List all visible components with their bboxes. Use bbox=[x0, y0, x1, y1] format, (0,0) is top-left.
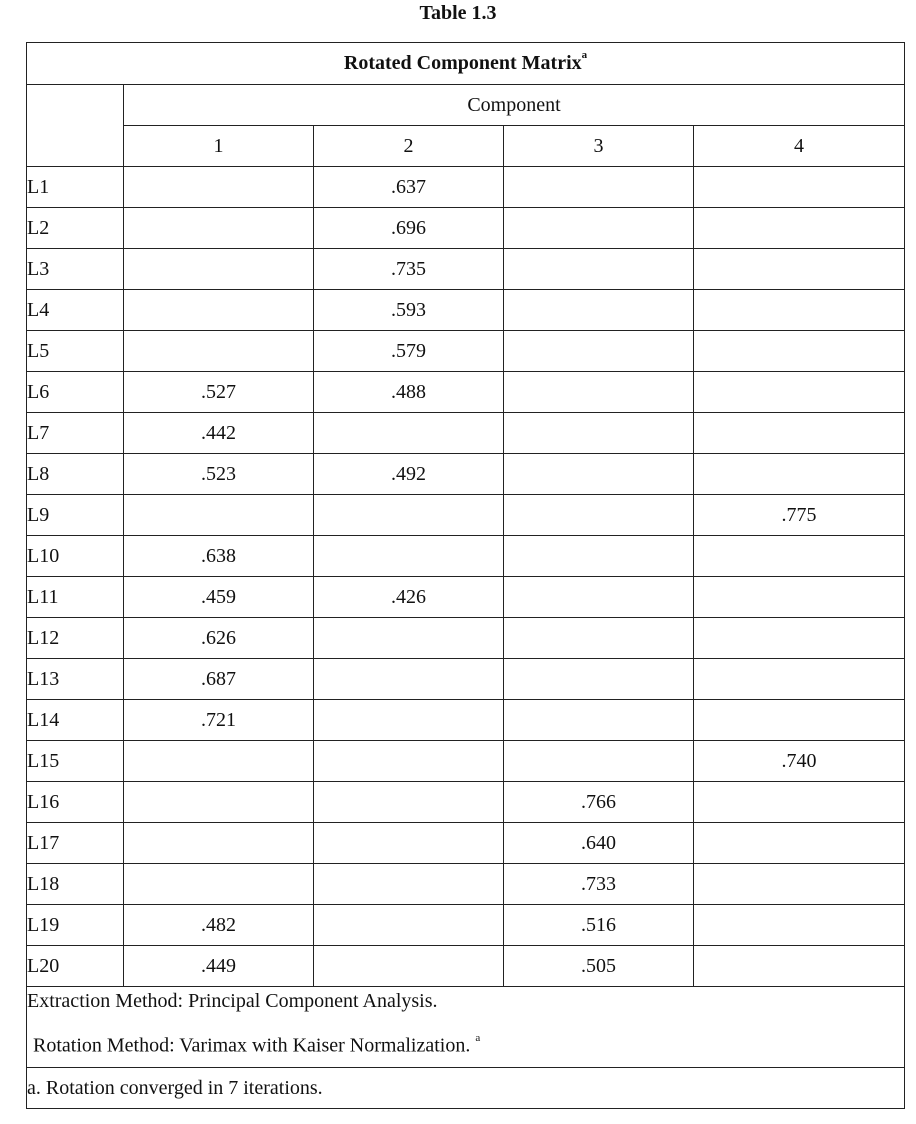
loading-cell-component-4 bbox=[694, 331, 905, 372]
loading-cell-component-3 bbox=[504, 741, 694, 782]
loading-cell-component-4 bbox=[694, 700, 905, 741]
loading-cell-component-4 bbox=[694, 659, 905, 700]
loading-cell-component-2: .579 bbox=[314, 331, 504, 372]
component-header-row bbox=[27, 85, 905, 126]
loading-cell-component-2 bbox=[314, 905, 504, 946]
row-label: L19 bbox=[27, 905, 124, 946]
row-label: L2 bbox=[27, 208, 124, 249]
loading-cell-component-1 bbox=[124, 249, 314, 290]
table-row bbox=[27, 454, 905, 495]
table-row bbox=[27, 823, 905, 864]
loading-cell-component-3 bbox=[504, 577, 694, 618]
loading-cell-component-3 bbox=[504, 331, 694, 372]
table-caption: Table 1.3 bbox=[419, 2, 497, 24]
table-row bbox=[27, 331, 905, 372]
footnote-row bbox=[27, 1068, 905, 1109]
loading-cell-component-4 bbox=[694, 864, 905, 905]
row-label: L1 bbox=[27, 167, 124, 208]
row-label: L11 bbox=[27, 577, 124, 618]
table-row bbox=[27, 700, 905, 741]
row-label: L20 bbox=[27, 946, 124, 987]
table-title-text: Rotated Component Matrix bbox=[343, 52, 582, 74]
table-row bbox=[27, 208, 905, 249]
component-header: Component bbox=[124, 85, 905, 126]
table-row bbox=[27, 413, 905, 454]
row-label: L3 bbox=[27, 249, 124, 290]
loading-cell-component-4 bbox=[694, 618, 905, 659]
loading-cell-component-3: .640 bbox=[504, 823, 694, 864]
loading-cell-component-1 bbox=[124, 331, 314, 372]
table-row bbox=[27, 659, 905, 700]
loading-cell-component-1 bbox=[124, 782, 314, 823]
loading-cell-component-4 bbox=[694, 413, 905, 454]
loading-cell-component-3 bbox=[504, 208, 694, 249]
loading-cell-component-1 bbox=[124, 741, 314, 782]
row-label: L4 bbox=[27, 290, 124, 331]
loading-cell-component-2 bbox=[314, 413, 504, 454]
loading-cell-component-1: .523 bbox=[124, 454, 314, 495]
loading-cell-component-2 bbox=[314, 536, 504, 577]
table-row bbox=[27, 167, 905, 208]
loading-cell-component-3 bbox=[504, 536, 694, 577]
row-label: L8 bbox=[27, 454, 124, 495]
loading-cell-component-3 bbox=[504, 700, 694, 741]
loading-cell-component-1 bbox=[124, 864, 314, 905]
loading-cell-component-3: .516 bbox=[504, 905, 694, 946]
table-row bbox=[27, 741, 905, 782]
table-row bbox=[27, 495, 905, 536]
loading-cell-component-2 bbox=[314, 741, 504, 782]
loading-cell-component-2: .488 bbox=[314, 372, 504, 413]
loading-cell-component-2: .735 bbox=[314, 249, 504, 290]
table-row bbox=[27, 618, 905, 659]
component-number-row bbox=[27, 126, 905, 167]
rotation-method-text: Rotation Method: Varimax with Kaiser Normalization. bbox=[33, 1034, 471, 1057]
row-label: L6 bbox=[27, 372, 124, 413]
loading-cell-component-1: .527 bbox=[124, 372, 314, 413]
loading-cell-component-3: .505 bbox=[504, 946, 694, 987]
loading-cell-component-2: .593 bbox=[314, 290, 504, 331]
loading-cell-component-1 bbox=[124, 167, 314, 208]
row-label: L13 bbox=[27, 659, 124, 700]
loading-cell-component-1 bbox=[124, 823, 314, 864]
loading-cell-component-4 bbox=[694, 536, 905, 577]
loading-cell-component-3: .733 bbox=[504, 864, 694, 905]
loading-cell-component-2 bbox=[314, 495, 504, 536]
row-label-header-cell bbox=[27, 85, 124, 167]
loading-cell-component-2: .696 bbox=[314, 208, 504, 249]
row-label: L9 bbox=[27, 495, 124, 536]
title-superscript: a bbox=[581, 49, 588, 62]
table-row bbox=[27, 536, 905, 577]
loading-cell-component-2: .426 bbox=[314, 577, 504, 618]
loading-cell-component-1: .626 bbox=[124, 618, 314, 659]
loading-cell-component-4 bbox=[694, 249, 905, 290]
component-number-3: 3 bbox=[504, 126, 694, 167]
component-number-4: 4 bbox=[694, 126, 905, 167]
loading-cell-component-1: .638 bbox=[124, 536, 314, 577]
loading-cell-component-2 bbox=[314, 864, 504, 905]
loading-cell-component-3 bbox=[504, 372, 694, 413]
loading-cell-component-2 bbox=[314, 659, 504, 700]
loading-cell-component-1 bbox=[124, 208, 314, 249]
row-label: L12 bbox=[27, 618, 124, 659]
footnote: a. Rotation converged in 7 iterations. bbox=[27, 1068, 905, 1109]
loading-cell-component-3 bbox=[504, 167, 694, 208]
methods-row bbox=[27, 987, 905, 1068]
table-row bbox=[27, 946, 905, 987]
loading-cell-component-4: .775 bbox=[694, 495, 905, 536]
loading-cell-component-4 bbox=[694, 208, 905, 249]
table-row bbox=[27, 905, 905, 946]
table-title bbox=[27, 43, 905, 85]
row-label: L18 bbox=[27, 864, 124, 905]
extraction-method-note: Extraction Method: Principal Component Analysis. bbox=[27, 990, 438, 1012]
table-row bbox=[27, 372, 905, 413]
loading-cell-component-3 bbox=[504, 618, 694, 659]
loading-cell-component-2: .492 bbox=[314, 454, 504, 495]
row-label: L15 bbox=[27, 741, 124, 782]
loading-cell-component-4 bbox=[694, 823, 905, 864]
row-label: L10 bbox=[27, 536, 124, 577]
loading-cell-component-2: .637 bbox=[314, 167, 504, 208]
loading-cell-component-4 bbox=[694, 454, 905, 495]
loading-cell-component-2 bbox=[314, 823, 504, 864]
component-number-1: 1 bbox=[124, 126, 314, 167]
table-row bbox=[27, 577, 905, 618]
rotation-method-note bbox=[27, 1027, 904, 1067]
loading-cell-component-1 bbox=[124, 495, 314, 536]
methods-cell bbox=[27, 987, 905, 1068]
title-row bbox=[27, 43, 905, 85]
loading-cell-component-3 bbox=[504, 249, 694, 290]
component-number-2: 2 bbox=[314, 126, 504, 167]
loading-cell-component-2 bbox=[314, 618, 504, 659]
loading-cell-component-3: .766 bbox=[504, 782, 694, 823]
loading-cell-component-3 bbox=[504, 290, 694, 331]
loading-cell-component-1: .482 bbox=[124, 905, 314, 946]
loading-cell-component-1 bbox=[124, 290, 314, 331]
loading-cell-component-3 bbox=[504, 495, 694, 536]
rotation-superscript: a bbox=[475, 1032, 481, 1044]
loading-cell-component-4 bbox=[694, 946, 905, 987]
table-row bbox=[27, 290, 905, 331]
loading-cell-component-1: .721 bbox=[124, 700, 314, 741]
loading-cell-component-4 bbox=[694, 372, 905, 413]
row-label: L14 bbox=[27, 700, 124, 741]
loading-cell-component-1: .687 bbox=[124, 659, 314, 700]
loading-cell-component-4 bbox=[694, 167, 905, 208]
row-label: L16 bbox=[27, 782, 124, 823]
loading-cell-component-1: .459 bbox=[124, 577, 314, 618]
row-label: L17 bbox=[27, 823, 124, 864]
loading-cell-component-4 bbox=[694, 577, 905, 618]
loading-cell-component-3 bbox=[504, 413, 694, 454]
rotated-component-matrix-table bbox=[26, 42, 905, 1109]
row-label: L7 bbox=[27, 413, 124, 454]
loading-cell-component-2 bbox=[314, 782, 504, 823]
row-label: L5 bbox=[27, 331, 124, 372]
loading-cell-component-1: .449 bbox=[124, 946, 314, 987]
loading-cell-component-2 bbox=[314, 700, 504, 741]
loading-cell-component-4 bbox=[694, 905, 905, 946]
loading-cell-component-4 bbox=[694, 290, 905, 331]
table-row bbox=[27, 782, 905, 823]
table-row bbox=[27, 864, 905, 905]
table-row bbox=[27, 249, 905, 290]
loading-cell-component-1: .442 bbox=[124, 413, 314, 454]
loading-cell-component-4: .740 bbox=[694, 741, 905, 782]
loading-cell-component-4 bbox=[694, 782, 905, 823]
loading-cell-component-3 bbox=[504, 659, 694, 700]
loading-cell-component-2 bbox=[314, 946, 504, 987]
loading-cell-component-3 bbox=[504, 454, 694, 495]
